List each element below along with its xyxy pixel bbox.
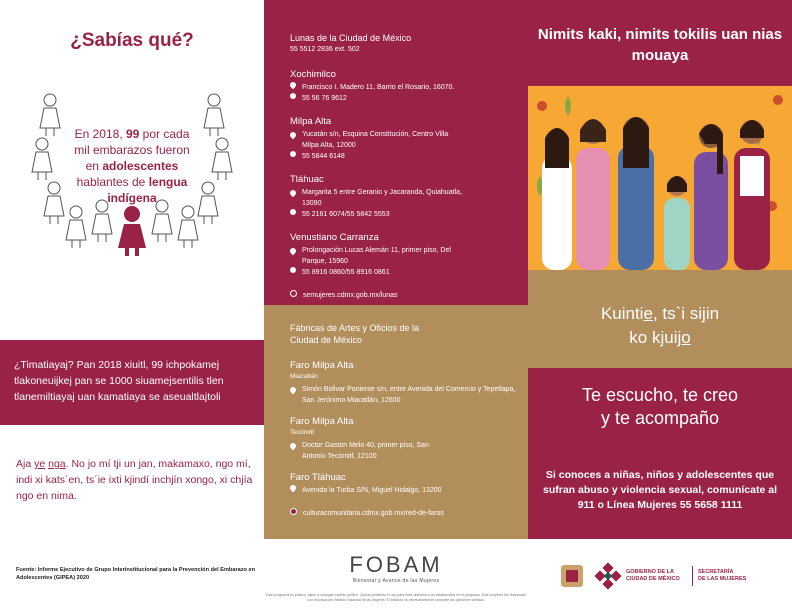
girl-outline-icon — [152, 200, 172, 242]
office-phone: 55 2161 6074/55 5842 5553 — [302, 211, 390, 218]
girl-outline-icon — [32, 138, 52, 180]
women-group-image — [528, 86, 792, 270]
office-name: Milpa Alta — [290, 116, 332, 127]
fobam-subtitle: Bienestar y Avance de las Mujeres — [352, 578, 440, 584]
lunas-block — [290, 32, 518, 301]
location-pin-icon — [289, 81, 297, 89]
fobam-logo — [336, 552, 456, 584]
logo-divider — [692, 566, 693, 586]
office-milpa-alta — [290, 116, 518, 162]
women-illustration — [528, 86, 792, 270]
faros-link[interactable]: culturacomunitaria.cdmx.gob.mx/red-de-faros — [303, 510, 444, 517]
nahuatl-title: Nimits kaki, nimits tokilis uan nias mouaya — [537, 26, 783, 64]
girl-outline-icon — [44, 182, 64, 224]
faros-block — [290, 322, 522, 519]
faro-name: Faro Tláhuac — [290, 472, 346, 483]
phone-icon — [290, 209, 296, 215]
girl-outline-icon — [198, 182, 218, 224]
nahuatl-text: ¿Timatiayaj? Pan 2018 xiuitl, 99 ichpokamej tlakoneuijkej pan se 1000 siuamejsentilis tlen tlanemiltiayaj uan kamatiaya se aseualtlajtoli — [14, 359, 224, 403]
help-body: Si conoces a niñas, niños y adolescentes que sufran abuso y violencia sexual, comunícate al 911 o Línea Mujeres 55 5658 1111 — [542, 469, 777, 511]
phone-icon — [290, 151, 296, 157]
fine-print: Este programa es público, ajeno a cualquier partido político. Queda prohibido el uso para fines distintos a los establecidos en el programa. Este proyecto fue financiado con recursos del Instituto Nacional de las Mujeres. El Instituto no necesariamente comparte las opiniones vertidas. — [266, 593, 526, 602]
faro-sub: Tecómitl — [290, 429, 314, 436]
help-title — [528, 384, 792, 430]
office-address: Prolongación Lucas Alemán 11, primer piso, Del Parque, 15960 — [302, 247, 451, 265]
office-tlahuac — [290, 174, 518, 220]
location-pin-icon — [289, 247, 297, 255]
faro-name: Faro Milpa Alta — [290, 416, 354, 427]
cdmx-text: GOBIERNO DE LA CIUDAD DE MÉXICO — [626, 569, 680, 582]
office-venustiano-carranza — [290, 232, 518, 278]
web-icon — [290, 290, 297, 297]
location-pin-icon — [289, 189, 297, 197]
office-address: Francisco I. Madero 11, Barrio el Rosario, 16070. — [302, 84, 455, 91]
office-xochimilco — [290, 69, 518, 104]
faro-address: Avenida la Turba S/N, Miguel Hidalgo, 13200 — [302, 487, 442, 494]
lunas-title: Lunas de la Ciudad de México — [290, 33, 412, 43]
fobam-wordmark: FOBAM — [349, 552, 443, 577]
nahuatl-band — [0, 340, 264, 425]
help-title-line2: y te acompaño — [600, 408, 720, 428]
faros-web[interactable] — [290, 508, 522, 519]
faro-tlahuac — [290, 472, 522, 496]
lunas-web[interactable] — [290, 290, 518, 301]
office-name: Venustiano Carranza — [290, 232, 379, 243]
mazatec-text: Aja ye nga. No jo mí tji un jan, makamaxo, ngo mí, indi xi kats´en, ts´ie ixti kjindí inchjín xongo, xi chjía ngo en nima. — [16, 458, 253, 502]
location-pin-icon — [289, 442, 297, 450]
faro-miacatlan — [290, 360, 522, 406]
office-name: Xochimilco — [290, 69, 336, 80]
faro-sub: Miacatlán — [290, 373, 318, 380]
sabias-heading: ¿Sabías qué? — [70, 30, 194, 51]
office-phone: 55 8916 0860/55 8916 0861 — [302, 269, 390, 276]
girl-outline-icon — [40, 94, 60, 136]
office-name: Tláhuac — [290, 174, 324, 185]
faros-title: Fábricas de Artes y Oficios de la Ciudad de México — [290, 323, 420, 345]
cdmx-logo-icon — [594, 562, 622, 590]
girl-outline-icon — [92, 200, 112, 242]
girl-outline-icon — [212, 138, 232, 180]
faro-tecomitl — [290, 416, 522, 462]
phone-icon — [290, 267, 296, 273]
seal-icon — [558, 562, 586, 590]
girl-outline-icon — [204, 94, 224, 136]
location-pin-icon — [289, 386, 297, 394]
office-address: Margarita 5 entre Geranio y Jacaranda, Quiahuatla, 13090 — [302, 189, 462, 207]
location-pin-icon — [289, 131, 297, 139]
girl-outline-icon — [66, 206, 86, 248]
web-icon — [290, 508, 297, 515]
faro-address: Simón Bolivar Poniente s/n, entre Avenida del Comercio y Tepetlapa, San Jerónimo Miacatlán, 12600 — [302, 386, 516, 404]
location-pin-icon — [289, 484, 297, 492]
lunas-link[interactable]: semujeres.cdmx.gob.mx/lunas — [303, 292, 398, 299]
office-address: Yucatán s/n, Esquina Constitución, Centro Villa Milpa Alta, 12000 — [302, 131, 449, 149]
office-phone: 55 56 76 9612 — [302, 95, 347, 102]
secretaria-text: SECRETARÍA DE LAS MUJERES — [698, 569, 747, 582]
source-note: Fuente: Informe Ejecutivo de Grupo Interinstitucional para la Prevención del Embarazo en Adolescentes (GIPEA) 2020 — [16, 567, 256, 581]
mazatec-title: Kuintie, ts`i sijin ko kjuijo — [600, 304, 720, 347]
girl-outline-icon — [178, 206, 198, 248]
government-logos — [558, 562, 790, 590]
faro-name: Faro Milpa Alta — [290, 360, 354, 371]
stat-text: En 2018, 99 por cada mil embarazos fueron en adolescentes hablantes de lengua indígena — [74, 127, 190, 205]
faro-address: Doctor Gaston Melo 40, primer piso, San Antonio Tecómitl, 12100 — [302, 442, 429, 460]
phone-icon — [290, 93, 296, 99]
girl-highlight-icon — [118, 206, 146, 256]
lunas-phone: 55 5512 2836 ext. 502 — [290, 46, 360, 53]
help-title-line1: Te escucho, te creo — [581, 385, 739, 405]
office-phone: 55 5844 6148 — [302, 153, 345, 160]
